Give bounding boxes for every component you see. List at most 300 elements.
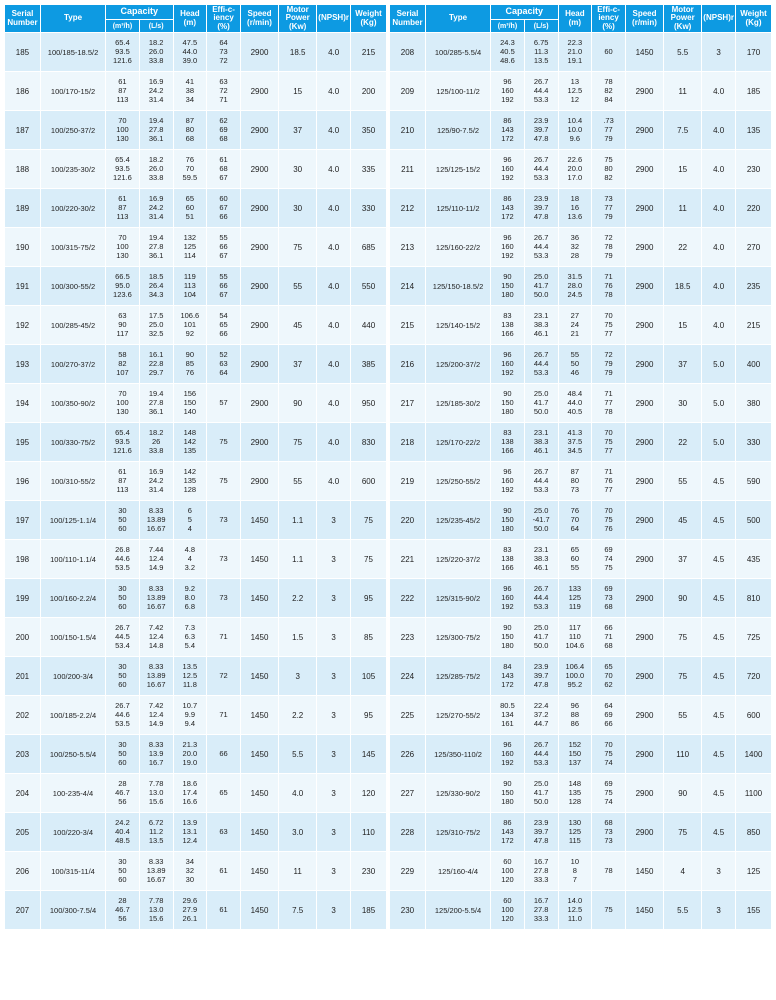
head-cell: 148 135 128: [558, 774, 592, 813]
serial-cell: 202: [5, 696, 41, 735]
table-row: [390, 501, 772, 540]
header-weight: Weight (Kg): [735, 5, 771, 33]
capacity-m3h-cell: 90 150 180: [491, 384, 525, 423]
motor-power-cell: 75: [664, 618, 702, 657]
head-cell: 13.5 12.5 11.8: [173, 657, 207, 696]
npsh-cell: 4.5: [702, 462, 736, 501]
serial-cell: 199: [5, 579, 41, 618]
npsh-cell: 4.0: [702, 150, 736, 189]
npsh-cell: 4.0: [702, 111, 736, 150]
efficiency-cell: 55 66 67: [207, 228, 241, 267]
motor-power-cell: 4.0: [279, 774, 317, 813]
serial-cell: 214: [390, 267, 426, 306]
head-cell: 13.9 13.1 12.4: [173, 813, 207, 852]
weight-cell: 145: [350, 735, 386, 774]
npsh-cell: 4.0: [317, 462, 351, 501]
serial-cell: 223: [390, 618, 426, 657]
efficiency-cell: 70 75 77: [592, 306, 626, 345]
header-capacity-ls: (L/s): [139, 20, 173, 33]
capacity-ls-cell: 7.42 12.4 14.8: [139, 618, 173, 657]
efficiency-cell: 78 82 84: [592, 72, 626, 111]
speed-cell: 2900: [240, 33, 278, 72]
head-cell: 106.6 101 92: [173, 306, 207, 345]
capacity-m3h-cell: 86 143 172: [491, 189, 525, 228]
speed-cell: 1450: [240, 540, 278, 579]
header-npsh: (NPSH)r: [317, 5, 351, 33]
type-cell: 100/315-11/4: [40, 852, 105, 891]
capacity-ls-cell: 23.1 38.3 46.1: [524, 540, 558, 579]
npsh-cell: 4.0: [317, 150, 351, 189]
capacity-ls-cell: 7.78 13.0 15.6: [139, 891, 173, 930]
npsh-cell: 3: [317, 579, 351, 618]
head-cell: 48.4 44.0 40.5: [558, 384, 592, 423]
npsh-cell: 4.5: [702, 501, 736, 540]
efficiency-cell: 73: [207, 540, 241, 579]
serial-cell: 196: [5, 462, 41, 501]
speed-cell: 1450: [240, 501, 278, 540]
capacity-m3h-cell: 96 160 192: [491, 228, 525, 267]
efficiency-cell: 64 73 72: [207, 33, 241, 72]
capacity-m3h-cell: 96 160 192: [491, 579, 525, 618]
capacity-ls-cell: 22.4 37.2 44.7: [524, 696, 558, 735]
capacity-m3h-cell: 80.5 134 161: [491, 696, 525, 735]
motor-power-cell: 37: [664, 345, 702, 384]
head-cell: 36 32 28: [558, 228, 592, 267]
npsh-cell: 4.5: [702, 813, 736, 852]
serial-cell: 198: [5, 540, 41, 579]
serial-cell: 226: [390, 735, 426, 774]
head-cell: 90 85 76: [173, 345, 207, 384]
motor-power-cell: 45: [279, 306, 317, 345]
header-speed: Speed (r/min): [625, 5, 663, 33]
table-row: [390, 891, 772, 930]
serial-cell: 205: [5, 813, 41, 852]
type-cell: 100-235-4/4: [40, 774, 105, 813]
npsh-cell: 4.0: [317, 423, 351, 462]
weight-cell: 590: [735, 462, 771, 501]
head-cell: 142 135 128: [173, 462, 207, 501]
speed-cell: 1450: [240, 852, 278, 891]
capacity-m3h-cell: 24.2 40.4 48.5: [106, 813, 140, 852]
head-cell: 14.0 12.5 11.0: [558, 891, 592, 930]
motor-power-cell: 22: [664, 423, 702, 462]
capacity-ls-cell: 16.9 24.2 31.4: [139, 189, 173, 228]
npsh-cell: 4.5: [702, 540, 736, 579]
serial-cell: 209: [390, 72, 426, 111]
speed-cell: 2900: [240, 462, 278, 501]
table-row: [5, 267, 387, 306]
motor-power-cell: 90: [279, 384, 317, 423]
efficiency-cell: 55 66 67: [207, 267, 241, 306]
head-cell: 96 88 86: [558, 696, 592, 735]
npsh-cell: 4.5: [702, 735, 736, 774]
table-row: [5, 384, 387, 423]
table-body-right: [390, 33, 772, 930]
capacity-ls-cell: 6.72 11.2 13.5: [139, 813, 173, 852]
header-head: Head (m): [558, 5, 592, 33]
type-cell: 100/250-37/2: [40, 111, 105, 150]
table-row: [390, 150, 772, 189]
weight-cell: 135: [735, 111, 771, 150]
weight-cell: 600: [735, 696, 771, 735]
type-cell: 100/350-90/2: [40, 384, 105, 423]
type-cell: 100/200-3/4: [40, 657, 105, 696]
efficiency-cell: 70 75 74: [592, 735, 626, 774]
npsh-cell: 3: [317, 813, 351, 852]
head-cell: 156 150 140: [173, 384, 207, 423]
efficiency-cell: 60 67 66: [207, 189, 241, 228]
head-cell: 21.3 20.0 19.0: [173, 735, 207, 774]
npsh-cell: 4.0: [317, 33, 351, 72]
motor-power-cell: 5.5: [664, 891, 702, 930]
motor-power-cell: 3.0: [279, 813, 317, 852]
table-row: [390, 228, 772, 267]
capacity-ls-cell: 25.0 41.7 50.0: [524, 774, 558, 813]
npsh-cell: 5.0: [702, 384, 736, 423]
table-row: [390, 852, 772, 891]
capacity-m3h-cell: 96 160 192: [491, 462, 525, 501]
speed-cell: 2900: [625, 111, 663, 150]
npsh-cell: 4.5: [702, 657, 736, 696]
motor-power-cell: 11: [664, 72, 702, 111]
npsh-cell: 3: [317, 540, 351, 579]
motor-power-cell: 2.2: [279, 579, 317, 618]
table-row: [390, 462, 772, 501]
npsh-cell: 4.5: [702, 774, 736, 813]
npsh-cell: 5.0: [702, 423, 736, 462]
weight-cell: 95: [350, 696, 386, 735]
capacity-ls-cell: 18.5 26.4 34.3: [139, 267, 173, 306]
speed-cell: 2900: [625, 501, 663, 540]
table-row: [390, 423, 772, 462]
efficiency-cell: 54 65 66: [207, 306, 241, 345]
weight-cell: 810: [735, 579, 771, 618]
serial-cell: 204: [5, 774, 41, 813]
head-cell: 76 70 64: [558, 501, 592, 540]
head-cell: 4.8 4 3.2: [173, 540, 207, 579]
npsh-cell: 4.0: [317, 267, 351, 306]
efficiency-cell: 52 63 64: [207, 345, 241, 384]
motor-power-cell: 55: [279, 462, 317, 501]
motor-power-cell: 55: [664, 462, 702, 501]
capacity-ls-cell: 26.7 44.4 53.3: [524, 462, 558, 501]
capacity-ls-cell: 16.7 27.8 33.3: [524, 852, 558, 891]
efficiency-cell: 63: [207, 813, 241, 852]
header-motor-power: Motor Power (Kw): [664, 5, 702, 33]
serial-cell: 216: [390, 345, 426, 384]
motor-power-cell: 110: [664, 735, 702, 774]
capacity-ls-cell: 26.7 44.4 53.3: [524, 735, 558, 774]
weight-cell: 685: [350, 228, 386, 267]
motor-power-cell: 1.1: [279, 501, 317, 540]
motor-power-cell: 75: [279, 423, 317, 462]
head-cell: 55 50 46: [558, 345, 592, 384]
efficiency-cell: 71: [207, 618, 241, 657]
capacity-m3h-cell: 83 138 166: [491, 306, 525, 345]
weight-cell: 440: [350, 306, 386, 345]
type-cell: 100/315-75/2: [40, 228, 105, 267]
efficiency-cell: 69 75 74: [592, 774, 626, 813]
motor-power-cell: 90: [664, 579, 702, 618]
serial-cell: 210: [390, 111, 426, 150]
head-cell: 133 125 119: [558, 579, 592, 618]
capacity-m3h-cell: 96 160 192: [491, 735, 525, 774]
npsh-cell: 4.0: [317, 228, 351, 267]
speed-cell: 2900: [240, 150, 278, 189]
efficiency-cell: 61: [207, 852, 241, 891]
motor-power-cell: 3: [279, 657, 317, 696]
capacity-ls-cell: 23.1 38.3 46.1: [524, 423, 558, 462]
capacity-m3h-cell: 65.4 93.5 121.6: [106, 150, 140, 189]
capacity-m3h-cell: 26.7 44.5 53.4: [106, 618, 140, 657]
serial-cell: 200: [5, 618, 41, 657]
efficiency-cell: 69 73 68: [592, 579, 626, 618]
table-row: [390, 696, 772, 735]
weight-cell: 400: [735, 345, 771, 384]
capacity-m3h-cell: 30 50 60: [106, 501, 140, 540]
weight-cell: 385: [350, 345, 386, 384]
weight-cell: 500: [735, 501, 771, 540]
serial-cell: 185: [5, 33, 41, 72]
capacity-ls-cell: 23.9 39.7 47.8: [524, 189, 558, 228]
capacity-m3h-cell: 90 150 180: [491, 618, 525, 657]
table-row: [5, 618, 387, 657]
speed-cell: 1450: [240, 696, 278, 735]
serial-cell: 208: [390, 33, 426, 72]
type-cell: 125/170-22/2: [425, 423, 490, 462]
efficiency-cell: 62 69 68: [207, 111, 241, 150]
header-capacity-m3h: (m³/h): [491, 20, 525, 33]
speed-cell: 2900: [625, 579, 663, 618]
serial-cell: 193: [5, 345, 41, 384]
head-cell: 9.2 8.0 6.8: [173, 579, 207, 618]
npsh-cell: 3: [317, 501, 351, 540]
head-cell: 10 8 7: [558, 852, 592, 891]
motor-power-cell: 5.5: [279, 735, 317, 774]
type-cell: 125/125-15/2: [425, 150, 490, 189]
speed-cell: 2900: [625, 540, 663, 579]
table-row: [390, 345, 772, 384]
table-row: [390, 267, 772, 306]
weight-cell: 125: [735, 852, 771, 891]
efficiency-cell: 72 79 79: [592, 345, 626, 384]
capacity-m3h-cell: 86 143 172: [491, 813, 525, 852]
type-cell: 125/310-75/2: [425, 813, 490, 852]
serial-cell: 191: [5, 267, 41, 306]
header-motor-power: Motor Power (Kw): [279, 5, 317, 33]
type-cell: 125/110-11/2: [425, 189, 490, 228]
efficiency-cell: 61 68 67: [207, 150, 241, 189]
serial-cell: 206: [5, 852, 41, 891]
serial-cell: 201: [5, 657, 41, 696]
capacity-ls-cell: 16.1 22.8 29.7: [139, 345, 173, 384]
capacity-ls-cell: 19.4 27.8 36.1: [139, 111, 173, 150]
motor-power-cell: 55: [279, 267, 317, 306]
head-cell: 41 38 34: [173, 72, 207, 111]
head-cell: 41.3 37.5 34.5: [558, 423, 592, 462]
capacity-ls-cell: 25.0 -41.7 50.0: [524, 501, 558, 540]
npsh-cell: 4.0: [317, 72, 351, 111]
efficiency-cell: 66 71 68: [592, 618, 626, 657]
capacity-m3h-cell: 70 100 130: [106, 228, 140, 267]
serial-cell: 218: [390, 423, 426, 462]
table-row: [390, 540, 772, 579]
type-cell: 100/110-1.1/4: [40, 540, 105, 579]
weight-cell: 600: [350, 462, 386, 501]
capacity-ls-cell: 25.0 41.7 50.0: [524, 267, 558, 306]
npsh-cell: 4.5: [702, 579, 736, 618]
type-cell: 125/140-15/2: [425, 306, 490, 345]
capacity-ls-cell: 26.7 44.4 53.3: [524, 150, 558, 189]
capacity-m3h-cell: 70 100 130: [106, 384, 140, 423]
type-cell: 125/160-4/4: [425, 852, 490, 891]
capacity-m3h-cell: 66.5 95.0 123.6: [106, 267, 140, 306]
head-cell: 31.5 28.0 24.5: [558, 267, 592, 306]
motor-power-cell: 37: [279, 345, 317, 384]
serial-cell: 192: [5, 306, 41, 345]
npsh-cell: 3: [317, 618, 351, 657]
motor-power-cell: 2.2: [279, 696, 317, 735]
motor-power-cell: 18.5: [664, 267, 702, 306]
table-row: [390, 306, 772, 345]
efficiency-cell: 75: [207, 462, 241, 501]
motor-power-cell: 4: [664, 852, 702, 891]
motor-power-cell: 5.5: [664, 33, 702, 72]
type-cell: 100/300-7.5/4: [40, 891, 105, 930]
weight-cell: 220: [735, 189, 771, 228]
motor-power-cell: 55: [664, 696, 702, 735]
head-cell: 87 80 68: [173, 111, 207, 150]
motor-power-cell: 15: [664, 150, 702, 189]
efficiency-cell: 70 75 76: [592, 501, 626, 540]
speed-cell: 1450: [625, 891, 663, 930]
serial-cell: 222: [390, 579, 426, 618]
header-efficiency: Effi-c-iency (%): [592, 5, 626, 33]
npsh-cell: 4.0: [317, 306, 351, 345]
speed-cell: 2900: [625, 462, 663, 501]
table-row: [5, 423, 387, 462]
serial-cell: 186: [5, 72, 41, 111]
table-row: [5, 501, 387, 540]
type-cell: 125/300-75/2: [425, 618, 490, 657]
table-row: [5, 306, 387, 345]
type-cell: 100/170-15/2: [40, 72, 105, 111]
motor-power-cell: 37: [664, 540, 702, 579]
head-cell: 10.7 9.9 9.4: [173, 696, 207, 735]
capacity-ls-cell: 26.7 44.4 53.3: [524, 72, 558, 111]
efficiency-cell: .73 77 79: [592, 111, 626, 150]
type-cell: 125/160-22/2: [425, 228, 490, 267]
efficiency-cell: 78: [592, 852, 626, 891]
speed-cell: 1450: [625, 852, 663, 891]
capacity-m3h-cell: 30 50 60: [106, 579, 140, 618]
type-cell: 100/125-1.1/4: [40, 501, 105, 540]
head-cell: 34 32 30: [173, 852, 207, 891]
table-row: [5, 189, 387, 228]
type-cell: 100/160-2.2/4: [40, 579, 105, 618]
motor-power-cell: 22: [664, 228, 702, 267]
head-cell: 65 60 51: [173, 189, 207, 228]
npsh-cell: 4.0: [317, 189, 351, 228]
speed-cell: 1450: [240, 774, 278, 813]
efficiency-cell: 65 70 62: [592, 657, 626, 696]
table-row: [390, 33, 772, 72]
npsh-cell: 3: [317, 852, 351, 891]
motor-power-cell: 15: [664, 306, 702, 345]
capacity-ls-cell: 18.2 26 33.8: [139, 423, 173, 462]
speed-cell: 2900: [240, 384, 278, 423]
speed-cell: 2900: [625, 228, 663, 267]
speed-cell: 2900: [240, 72, 278, 111]
type-cell: 125/100-11/2: [425, 72, 490, 111]
speed-cell: 2900: [625, 72, 663, 111]
serial-cell: 228: [390, 813, 426, 852]
table-header-left: [5, 5, 387, 33]
weight-cell: 235: [735, 267, 771, 306]
capacity-m3h-cell: 90 150 180: [491, 501, 525, 540]
efficiency-cell: 75: [592, 891, 626, 930]
npsh-cell: 4.5: [702, 696, 736, 735]
capacity-ls-cell: 26.7 44.4 53.3: [524, 345, 558, 384]
head-cell: 65 60 55: [558, 540, 592, 579]
motor-power-cell: 18.5: [279, 33, 317, 72]
head-cell: 6 5 4: [173, 501, 207, 540]
npsh-cell: 4.0: [317, 384, 351, 423]
efficiency-cell: 60: [592, 33, 626, 72]
table-row: [5, 852, 387, 891]
npsh-cell: 3: [317, 891, 351, 930]
npsh-cell: 3: [317, 774, 351, 813]
serial-cell: 212: [390, 189, 426, 228]
npsh-cell: 3: [317, 657, 351, 696]
type-cell: 100/330-75/2: [40, 423, 105, 462]
table-row: [5, 735, 387, 774]
weight-cell: 185: [350, 891, 386, 930]
serial-cell: 221: [390, 540, 426, 579]
head-cell: 148 142 135: [173, 423, 207, 462]
npsh-cell: 4.0: [702, 189, 736, 228]
efficiency-cell: 72 78 79: [592, 228, 626, 267]
speed-cell: 2900: [625, 618, 663, 657]
head-cell: 106.4 100.0 95.2: [558, 657, 592, 696]
weight-cell: 105: [350, 657, 386, 696]
weight-cell: 330: [735, 423, 771, 462]
table-row: [390, 72, 772, 111]
speed-cell: 2900: [625, 384, 663, 423]
capacity-m3h-cell: 26.8 44.6 53.5: [106, 540, 140, 579]
head-cell: 22.6 20.0 17.0: [558, 150, 592, 189]
capacity-ls-cell: 16.7 27.8 33.3: [524, 891, 558, 930]
capacity-m3h-cell: 96 160 192: [491, 150, 525, 189]
table-row: [390, 579, 772, 618]
efficiency-cell: 73: [207, 579, 241, 618]
speed-cell: 2900: [240, 423, 278, 462]
npsh-cell: 4.5: [702, 618, 736, 657]
speed-cell: 2900: [625, 306, 663, 345]
capacity-m3h-cell: 58 82 107: [106, 345, 140, 384]
weight-cell: 185: [735, 72, 771, 111]
header-speed: Speed (r/min): [240, 5, 278, 33]
weight-cell: 270: [735, 228, 771, 267]
speed-cell: 2900: [625, 345, 663, 384]
speed-cell: 2900: [240, 267, 278, 306]
speed-cell: 1450: [625, 33, 663, 72]
weight-cell: 215: [735, 306, 771, 345]
type-cell: 125/350-110/2: [425, 735, 490, 774]
capacity-ls-cell: 7.44 12.4 14.9: [139, 540, 173, 579]
capacity-m3h-cell: 83 138 166: [491, 540, 525, 579]
weight-cell: 830: [350, 423, 386, 462]
